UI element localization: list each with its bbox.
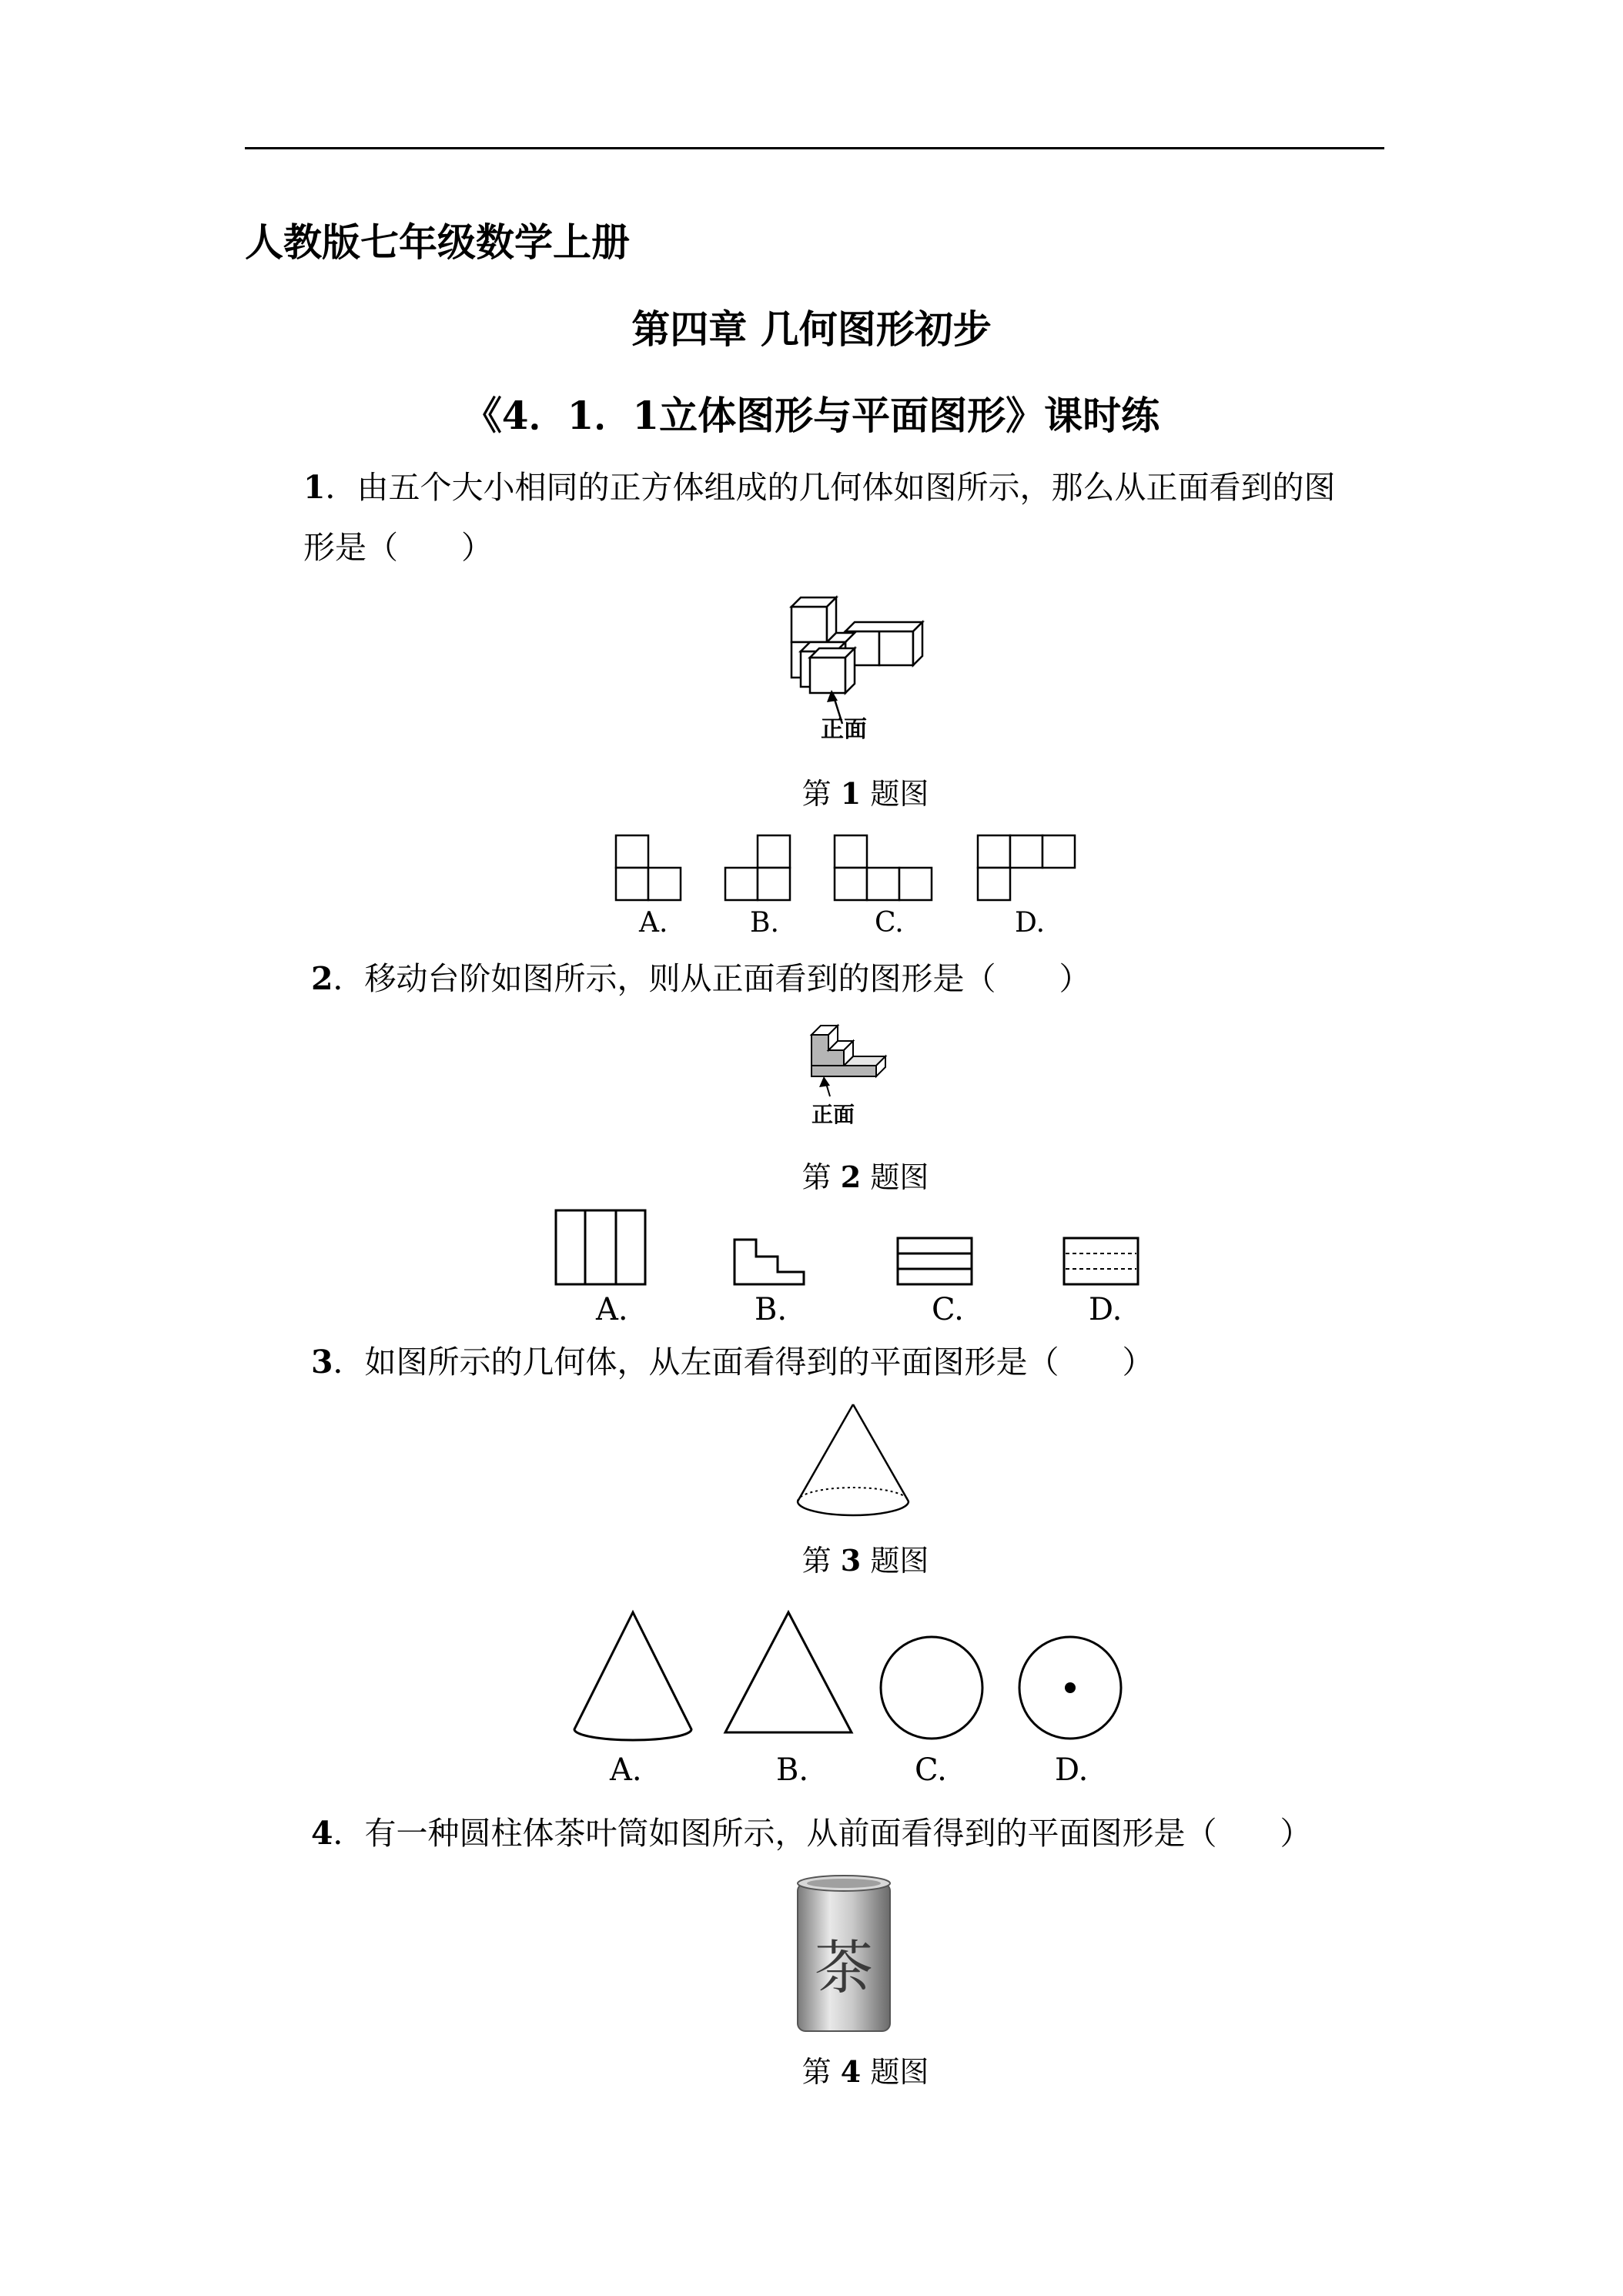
question-1-text: [303, 457, 1336, 517]
q2-option-d: D.: [1089, 1292, 1123, 1327]
figure-2-label: 正面: [812, 1102, 855, 1127]
lesson-title: 《4．1．1立体图形与平面图形》课时练: [463, 393, 1160, 438]
figure-1-caption: 第 1 题图: [801, 776, 929, 811]
q1-option-b: B.: [750, 907, 779, 939]
header-rule: [245, 147, 1384, 149]
question-3-text: 3．如图所示的几何体，从左面看得到的平面图形是（ ）: [311, 1344, 1154, 1381]
figure-4-caption: 第 4 题图: [801, 2054, 929, 2089]
q1-option-a: A.: [639, 907, 668, 939]
question-4-figure: [791, 1871, 899, 2040]
q2-option-c: C.: [932, 1292, 964, 1327]
figure-1-label: 正面: [821, 716, 867, 743]
chapter-title: 第四章 几何图形初步: [631, 306, 992, 352]
question-2-figure: [808, 1021, 901, 1098]
question-4-text: 4．有一种圆柱体茶叶筒如图所示，从前面看得到的平面图形是（ ）: [311, 1815, 1312, 1852]
q2-option-b: B.: [755, 1292, 788, 1327]
document-title: 人教版七年级数学上册: [245, 219, 630, 265]
q3-option-a: A.: [610, 1752, 642, 1788]
question-number: 1: [303, 469, 326, 506]
q3-option-d: D.: [1055, 1752, 1089, 1788]
q3-option-c: C.: [915, 1752, 947, 1788]
tea-character: 茶: [815, 1933, 873, 2002]
q1-option-d: D.: [1015, 907, 1046, 939]
q1-option-c: C.: [875, 907, 904, 939]
question-3-options-figures: [571, 1609, 1126, 1748]
question-1-options-figures: [614, 834, 1076, 903]
question-text: ．由五个大小相同的正方体组成的几何体如图所示，那么从正面看到的图: [325, 469, 1336, 506]
question-2-options-figures: [554, 1209, 1155, 1286]
question-2-text: 2．移动台阶如图所示，则从正面看到的图形是（ ）: [311, 960, 1091, 997]
figure-3-caption: 第 3 题图: [801, 1543, 929, 1578]
q2-option-a: A.: [596, 1292, 628, 1327]
question-1-text-line2: 形是（ ）: [303, 529, 493, 566]
q3-option-b: B.: [776, 1752, 809, 1788]
figure-2-caption: 第 2 题图: [801, 1160, 929, 1194]
question-3-figure: [793, 1401, 916, 1525]
